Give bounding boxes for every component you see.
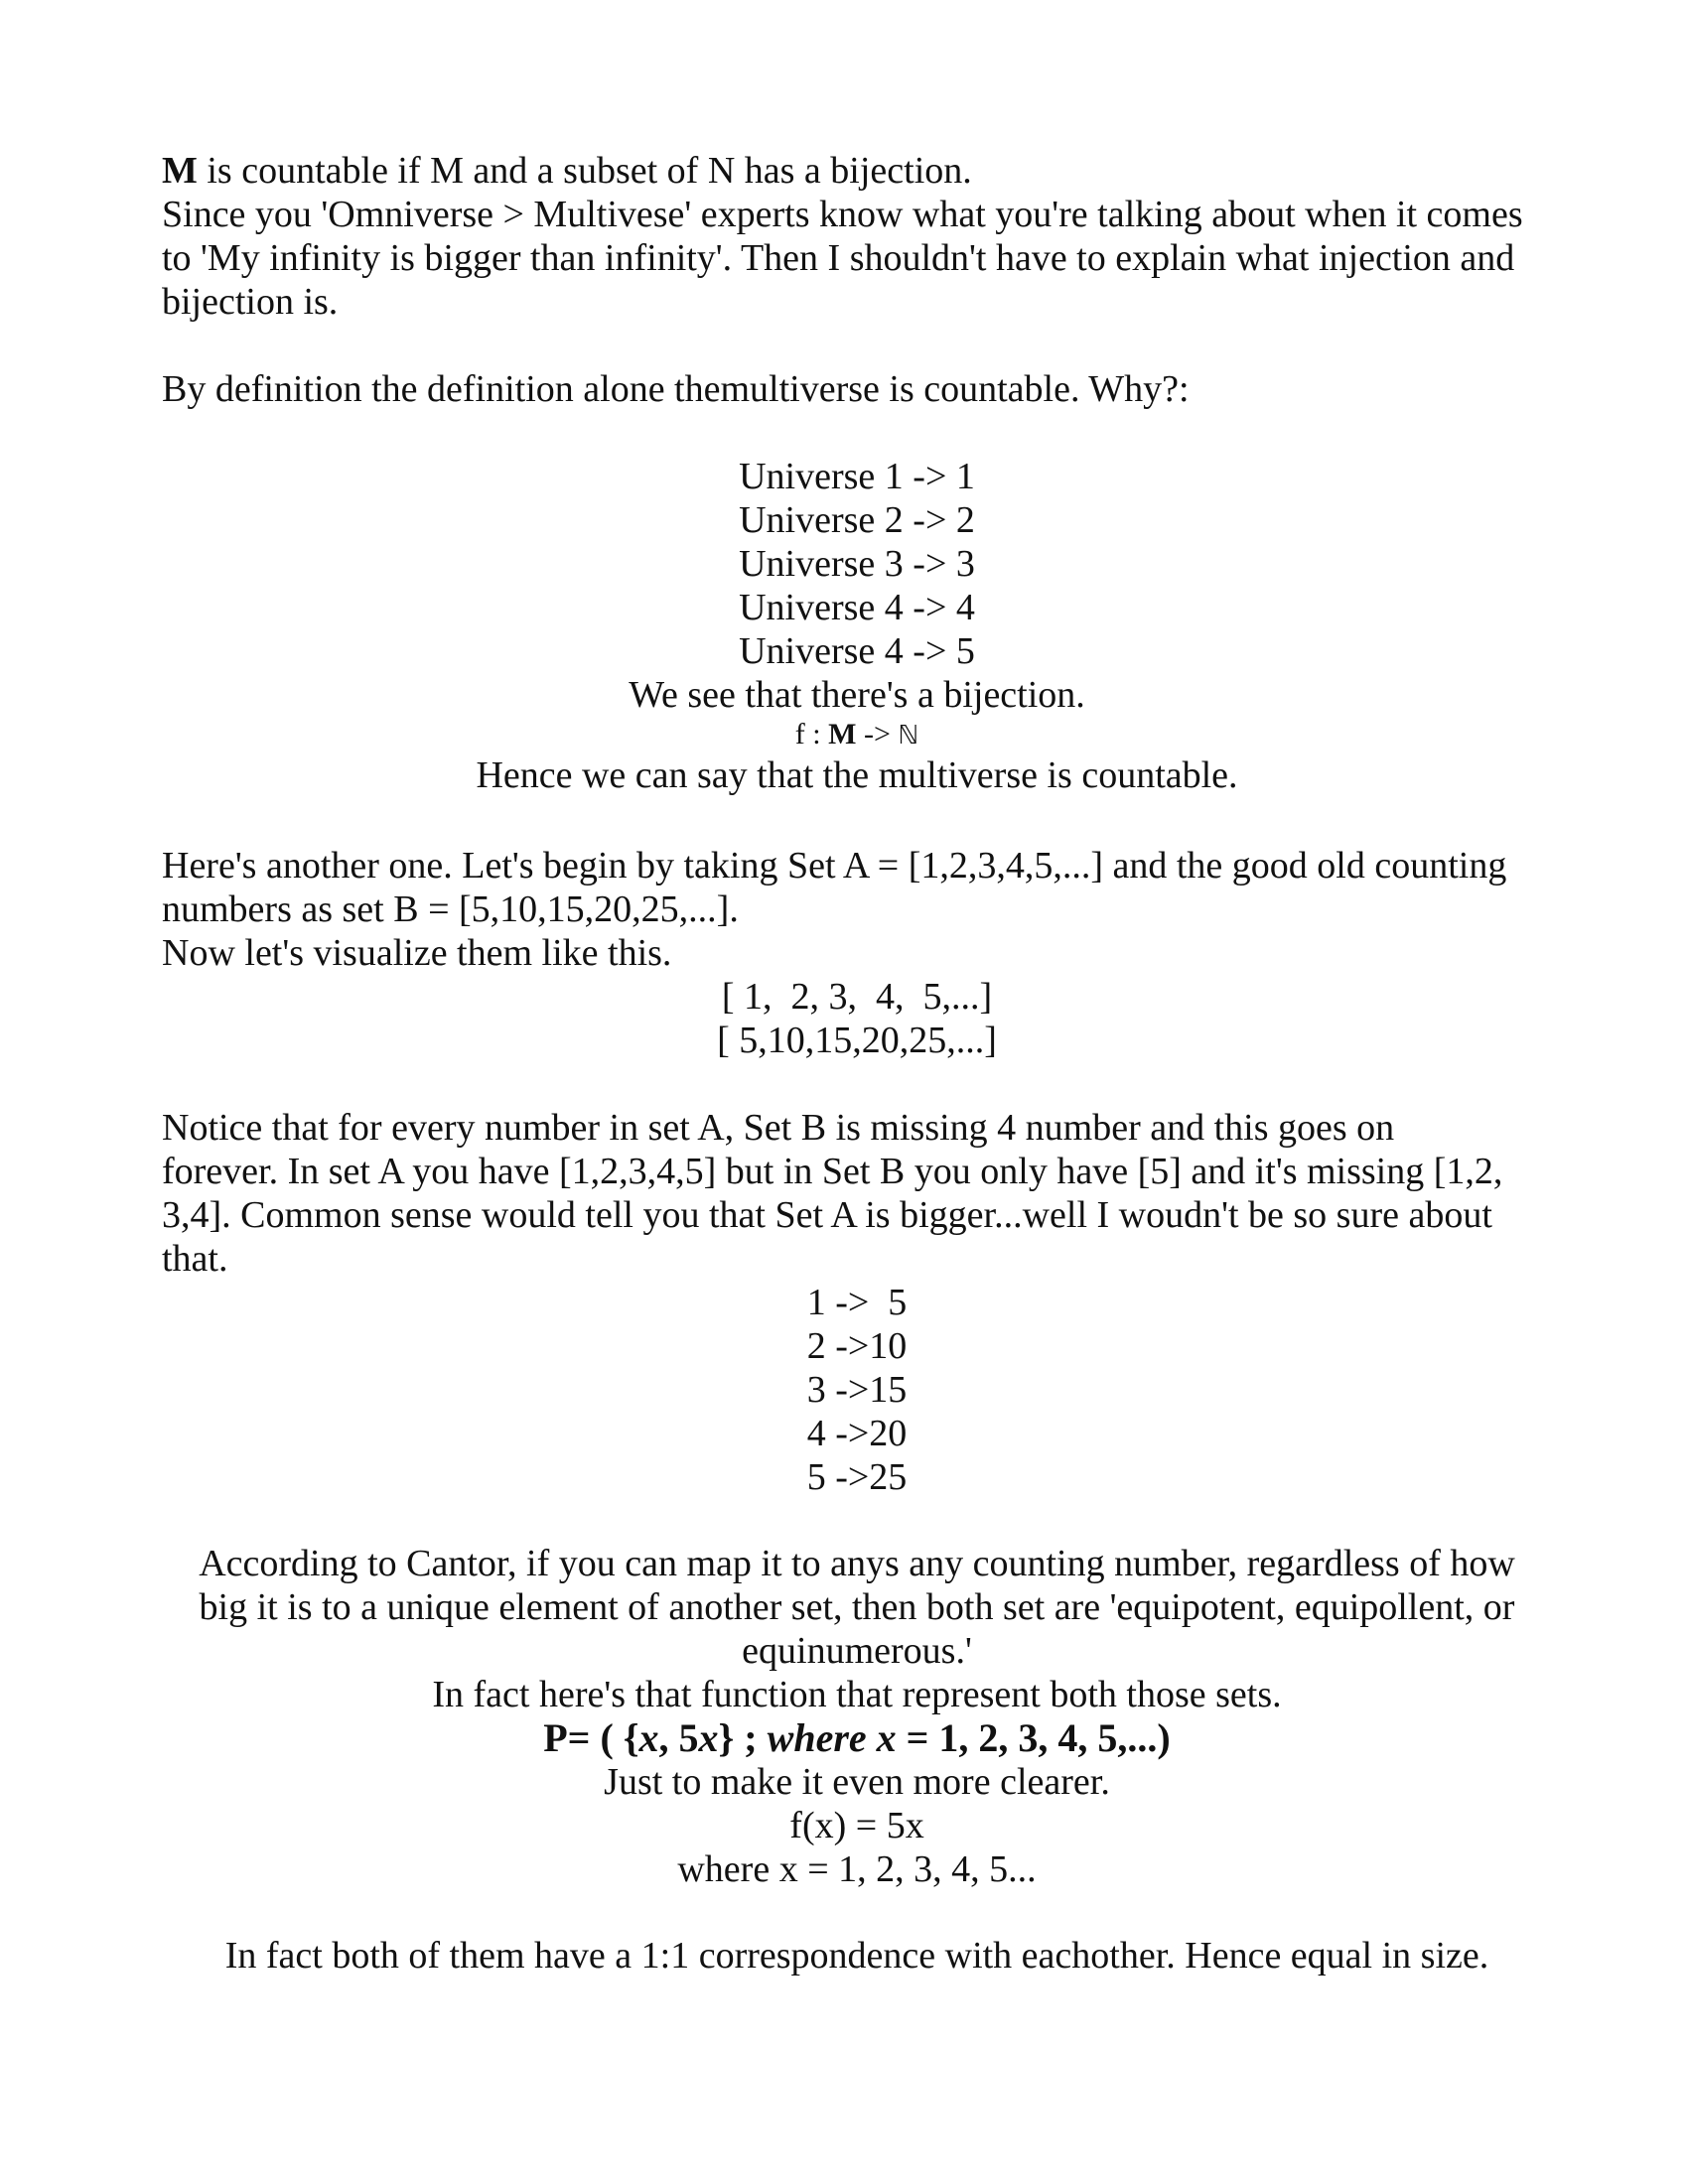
cantor-line-3: equinumerous.' (742, 1630, 972, 1672)
definition-line: By definition the definition alone themultiverse is countable. Why?: (162, 368, 1190, 410)
set-b-row: [ 5,10,15,20,25,...] (717, 1020, 997, 1061)
intro-line-1-text: is countable if M and a subset of N has a bijection. (197, 150, 972, 192)
function-line (162, 717, 1552, 753)
set-a-row: [ 1, 2, 3, 4, 5,...] (721, 976, 993, 1018)
number-mappings (162, 1281, 1552, 1499)
universe-row: Universe 2 -> 2 (739, 499, 975, 541)
bold-M: M (162, 150, 198, 192)
cantor-line-4: In fact here's that function that represent both those sets. (432, 1674, 1282, 1715)
notice-line-4: that. (162, 1238, 228, 1280)
formula-lhs: P= ( { (543, 1715, 639, 1760)
universe-row: Universe 4 -> 5 (739, 630, 975, 672)
universe-row: Universe 4 -> 4 (739, 587, 975, 628)
clearer-line: Just to make it even more clearer. (604, 1761, 1110, 1803)
intro-line-1 (162, 149, 1552, 193)
cantor-line-1: According to Cantor, if you can map it to anys any counting number, regardless of how (199, 1543, 1515, 1584)
formula-line (162, 1716, 1552, 1760)
universe-row: Universe 1 -> 1 (739, 456, 975, 497)
func-domain: M (828, 718, 857, 751)
sets-line-3: Now let's visualize them like this. (162, 932, 672, 974)
sets-line-1: Here's another one. Let's begin by taking Set A = [1,2,3,4,5,...] and the good old counting (162, 845, 1507, 887)
intro-line-4: bijection is. (162, 281, 339, 323)
universe-row: Universe 3 -> 3 (739, 543, 975, 585)
notice-paragraph (162, 1106, 1552, 1281)
formula-mid: } ; (718, 1715, 768, 1760)
definition-paragraph (162, 367, 1552, 411)
formula-where: where x (767, 1715, 897, 1760)
cantor-line-2: big it is to a unique element of another set, then both set are 'equipotent, equipollent, or (199, 1586, 1515, 1628)
notice-line-3: 3,4]. Common sense would tell you that Set A is bigger...well I woudn't be so sure about (162, 1194, 1492, 1236)
intro-line-3: to 'My infinity is bigger than infinity'. Then I shouldn't have to explain what injection and (162, 237, 1515, 279)
intro-paragraph (162, 149, 1552, 324)
formula-var-x: x (638, 1715, 659, 1760)
mapping-row: 3 ->15 (806, 1369, 908, 1411)
conclusion-line: In fact both of them have a 1:1 correspondence with eachother. Hence equal in size. (224, 1935, 1489, 1977)
mapping-row: 1 -> 5 (806, 1282, 908, 1323)
where-line: where x = 1, 2, 3, 4, 5... (677, 1848, 1037, 1890)
formula-rhs: = 1, 2, 3, 4, 5,...) (896, 1715, 1171, 1760)
fx-line: f(x) = 5x (789, 1805, 924, 1846)
formula-var-x2: x (698, 1715, 719, 1760)
bijection-line: We see that there's a bijection. (629, 674, 1085, 716)
sets-paragraph (162, 844, 1552, 975)
func-codomain: ℕ (898, 721, 919, 751)
func-arrow: -> (856, 718, 899, 751)
hence-line: Hence we can say that the multiverse is countable. (476, 754, 1238, 796)
func-prefix: f : (794, 718, 829, 751)
intro-line-2: Since you 'Omniverse > Multivese' experts know what you're talking about when it comes (162, 194, 1523, 235)
cantor-paragraph (162, 1542, 1552, 1891)
mapping-row: 4 ->20 (806, 1413, 908, 1454)
universe-mapping (162, 455, 1552, 797)
sets-visualization (162, 975, 1552, 1062)
mapping-row: 2 ->10 (806, 1325, 908, 1367)
notice-line-2: forever. In set A you have [1,2,3,4,5] but in Set B you only have [5] and it's missing [1,2, (162, 1151, 1503, 1192)
formula-comma: , 5 (658, 1715, 699, 1760)
conclusion-paragraph (162, 1934, 1552, 1978)
sets-line-2: numbers as set B = [5,10,15,20,25,...]. (162, 888, 739, 930)
mapping-row: 5 ->25 (806, 1456, 908, 1498)
notice-line-1: Notice that for every number in set A, Set B is missing 4 number and this goes on (162, 1107, 1395, 1149)
